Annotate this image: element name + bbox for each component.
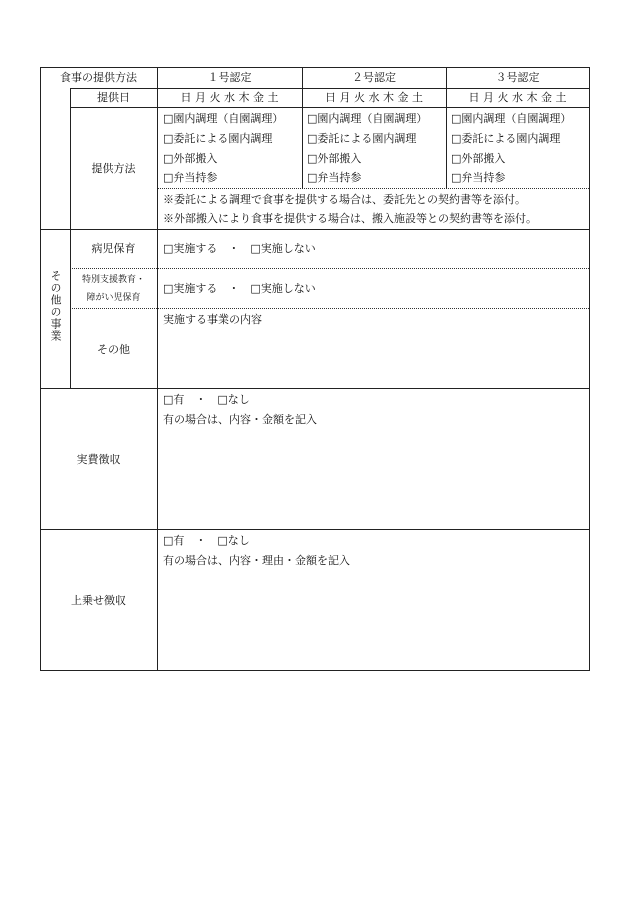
cert-2-option-outsourced: □委託による園内調理 xyxy=(307,132,417,145)
section-line xyxy=(40,229,589,230)
dotted-line xyxy=(70,268,589,269)
dotted-line xyxy=(157,188,589,189)
row-line xyxy=(70,107,589,108)
col-line xyxy=(302,67,303,189)
cert-2-header: ２号認定 xyxy=(352,71,396,84)
days-cert-3: 日 月 火 水 木 金 土 xyxy=(468,91,567,104)
cert-3-header: ３号認定 xyxy=(495,71,540,84)
special-support-label-line1: 特別支援教育・ xyxy=(81,275,145,285)
cert-2-option-self-kitchen: □園内調理（自園調理） xyxy=(307,112,428,125)
extra-charge-note: 有の場合は、内容・理由・金額を記入 xyxy=(163,554,350,567)
misc-services-text: 実施する事業の内容 xyxy=(163,313,262,326)
actual-cost-options: □有 ・ □なし xyxy=(163,393,250,406)
other-services-label: その他の事業 xyxy=(49,270,62,342)
cert-3-option-delivery: □外部搬入 xyxy=(451,152,506,165)
special-support-options: □実施する ・ □実施しない xyxy=(163,282,316,295)
table-border-bottom xyxy=(40,670,589,671)
special-support-label-line2: 障がい児保育 xyxy=(86,293,141,303)
cert-2-option-delivery: □外部搬入 xyxy=(307,152,362,165)
cert-2-option-lunchbox: □弁当持参 xyxy=(307,171,362,184)
cert-1-option-outsourced: □委託による園内調理 xyxy=(163,132,273,145)
cert-1-option-delivery: □外部搬入 xyxy=(163,152,218,165)
misc-services-label: その他 xyxy=(97,343,130,356)
cert-1-option-lunchbox: □弁当持参 xyxy=(163,171,218,184)
dotted-line xyxy=(70,308,589,309)
table-border-top xyxy=(40,67,589,68)
table-border-left xyxy=(40,67,41,671)
meal-header-label: 食事の提供方法 xyxy=(60,71,137,84)
col-line xyxy=(70,88,71,229)
cert-1-option-self-kitchen: □園内調理（自園調理） xyxy=(163,112,284,125)
method-label: 提供方法 xyxy=(91,162,136,175)
sick-care-label: 病児保育 xyxy=(91,242,136,255)
cert-3-option-outsourced: □委託による園内調理 xyxy=(451,132,561,145)
days-cert-1: 日 月 火 水 木 金 土 xyxy=(180,91,279,104)
section-line xyxy=(40,529,589,530)
col-line xyxy=(446,67,447,189)
extra-charge-label: 上乗せ徴収 xyxy=(71,594,126,607)
cert-3-option-self-kitchen: □園内調理（自園調理） xyxy=(451,112,572,125)
days-cert-2: 日 月 火 水 木 金 土 xyxy=(325,91,423,104)
meal-note-outsourced: ※委託による調理で食事を提供する場合は、委託先との契約書等を添付。 xyxy=(163,193,526,206)
actual-cost-note: 有の場合は、内容・金額を記入 xyxy=(163,413,317,426)
row-line xyxy=(70,88,589,89)
cert-3-option-lunchbox: □弁当持参 xyxy=(451,171,506,184)
days-label: 提供日 xyxy=(97,91,130,104)
actual-cost-label: 実費徴収 xyxy=(76,453,121,466)
extra-charge-options: □有 ・ □なし xyxy=(163,534,250,547)
meal-note-delivery: ※外部搬入により食事を提供する場合は、搬入施設等との契約書等を添付。 xyxy=(163,212,537,225)
section-line xyxy=(40,388,589,389)
col-line xyxy=(157,67,158,671)
table-border-right xyxy=(589,67,590,671)
cert-1-header: １号認定 xyxy=(207,71,252,84)
sick-care-options: □実施する ・ □実施しない xyxy=(163,242,316,255)
